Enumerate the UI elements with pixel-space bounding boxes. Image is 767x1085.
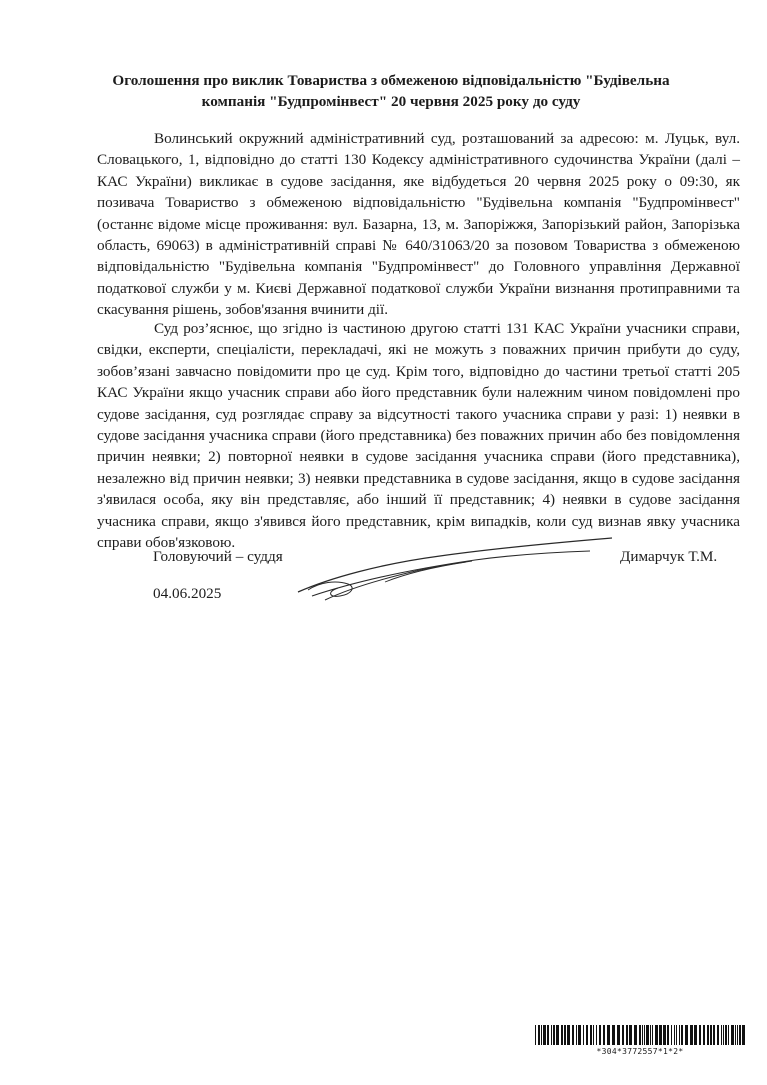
document-barcode (535, 1025, 745, 1065)
signature-date: 04.06.2025 (153, 585, 222, 602)
judge-role: Головуючий – суддя (153, 548, 283, 565)
judge-name: Димарчук Т.М. (620, 548, 718, 565)
barcode-bars (535, 1025, 745, 1045)
barcode-number: *304*3772557*1*2* (596, 1047, 684, 1056)
paragraph-summons: Волинський окружний адміністративний суд, розташований за адресою: м. Луцьк, вул. Словацького, 1, відповідно до статті 130 Кодексу адміністративного судочинства України (далі – КАС України) викликає в судове засідання, яке відбудеться 20 червня 2025 року о 09:30, як позивача Товариство з обмеженою відповідальністю "Будівельна компанія "Будпромінвест" (останнє відоме місце проживання: вул. Базарна, 13, м. Запоріжжя, Запорізький район, Запорізька область, 69063) в адміністративній справі № 640/31063/20 за позовом Товариства з обмеженою відповідальністю "Будівельна компанія "Будпромінвест" до Головного управління Державної податкової служби у м. Києві Державної податкової служби України визнання протиправними та скасування рішень, зобов'язання вчинити дії. (97, 130, 740, 319)
document-title: Оголошення про виклик Товариства з обмеженою відповідальністю "Будівельна компанія "Будпромінвест" 20 червня 2025 року до суду (112, 72, 670, 110)
handwritten-signature (290, 530, 620, 610)
paragraph-explanation: Суд роз’яснює, що згідно із частиною другою статті 131 КАС України учасники справи, свідки, експерти, спеціалісти, перекладачі, які не можуть з поважних причин прибути до суду, зобов’язані завчасно повідомити про це суд. Крім того, відповідно до частини третьої статті 205 КАС України якщо учасник справи або його представник були належним чином повідомлені про судове засідання, суд розглядає справу за відсутності такого учасника справи у разі: 1) неявки в судове засідання учасника справи (його представника) без поважних причин або без повідомлення причин неявки; 2) повторної неявки в судове засідання учасника справи (його представника), незалежно від причин неявки; 3) неявки представника в судове засідання, якщо в судове засідання з'явилася особа, яку він представляє, або інший її представник; 4) неявки в судове засідання учасника справи, якщо з'явився його представник, крім випадків, коли суд визнав явку учасника справи обов'язковою. (97, 320, 740, 552)
